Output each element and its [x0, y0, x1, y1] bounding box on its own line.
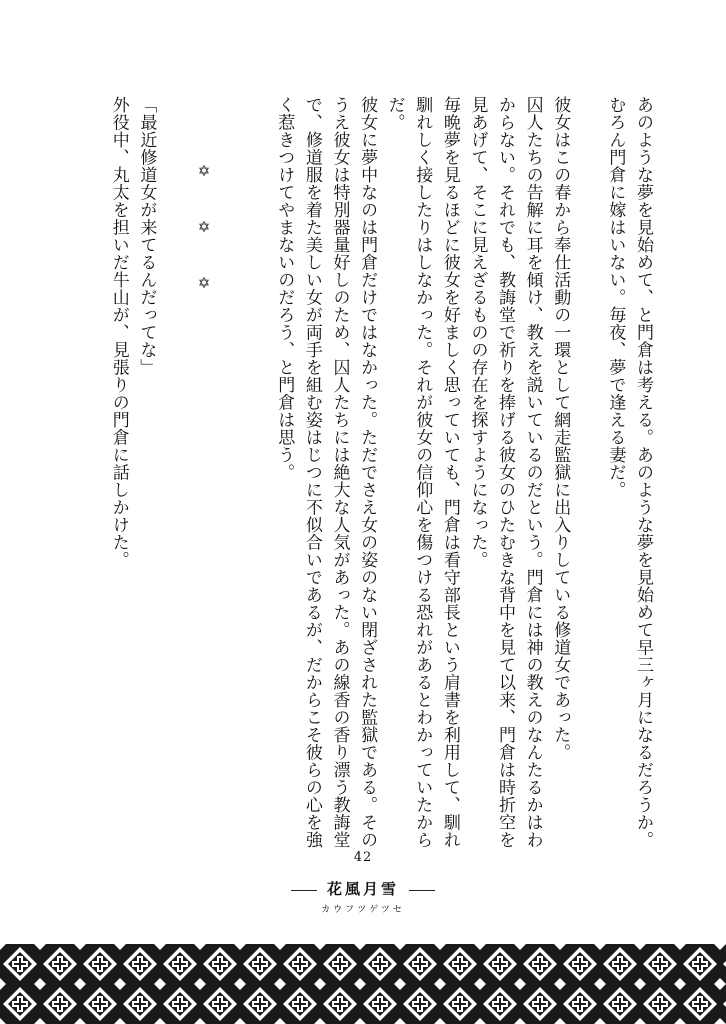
blank-line	[159, 96, 187, 856]
paragraph: 彼女に夢中なのは門倉だけではなかった。ただでさえ女の姿のない閉ざされた監獄である。そのうえ彼女は特別器量好しのため、囚人たちには絶大な人気があった。あの線香の香り漂う教誨堂で、修道服を着た美しい女が両手を組む姿はじつに不似合いであるが、だからこそ彼らの心を強く惹きつけてやまないのだろう、と門倉は思う。	[274, 96, 378, 849]
dash-divider	[291, 890, 317, 891]
book-title: 花風月雪	[326, 880, 399, 898]
paragraph: 「最近修道女が来てるんだってな」	[136, 96, 157, 376]
dash-divider	[409, 890, 435, 891]
blank-line	[215, 96, 243, 856]
paragraph: 彼女はこの春から奉仕活動の一環として網走監獄に出入りしている修道女であった。	[550, 96, 571, 761]
star-of-david-icon: ✡	[197, 274, 211, 292]
title-reading: カウフツゲツセ	[321, 905, 405, 915]
star-of-david-icon: ✡	[197, 218, 211, 236]
star-of-david-icon: ✡	[197, 162, 211, 180]
blank-line	[242, 96, 270, 856]
scene-break	[194, 162, 214, 292]
footer-title-row	[0, 878, 726, 899]
paragraph: 外役中、丸太を担いだ牛山が、見張りの門倉に話しかけた。	[108, 96, 129, 569]
paragraph: あのような夢を見始めて、と門倉は考える。あのような夢を見始めて早三ヶ月になるだろうか。むろん門倉に嫁はいない。毎夜、夢で逢える妻だ。	[605, 96, 653, 849]
decorative-border-pattern	[0, 944, 726, 1024]
paragraph: 囚人たちの告解に耳を傾け、教えを説いているのだという。門倉には神の教えのなんたるかはわからない。それでも、教誨堂で祈りを捧げる彼女のひたむきな背中を見て以来、門倉は時折空を見あげて、そこに見えざるものの存在を探すようになった。	[467, 96, 543, 849]
page-number: 42	[353, 850, 373, 865]
paragraph: 毎晩夢を見るほどに彼女を好ましく思っていても、門倉は看守部長という肩書を利用して、馴れ馴れしく接したりはしなかった。それが彼女の信仰心を傷つける恐れがあるとわかっていたからだ。	[384, 96, 460, 849]
vertical-body-text	[104, 96, 656, 856]
blank-line	[573, 96, 601, 856]
